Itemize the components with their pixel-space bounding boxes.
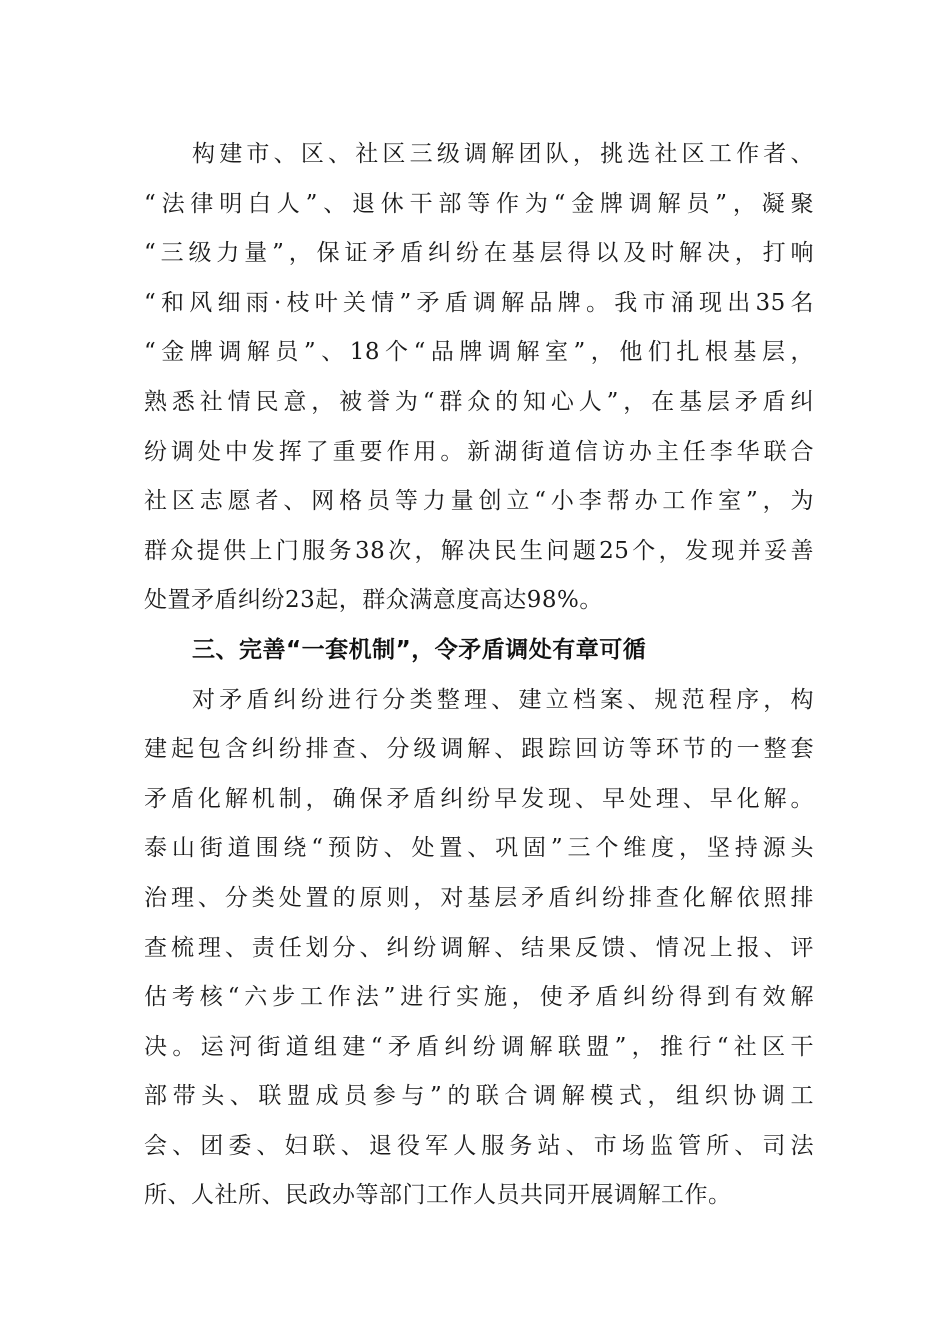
paragraph-1-line-3: “三级力量”，保证矛盾纠纷在基层得以及时解决，打响 [144,240,814,267]
paragraph-1-line-2: “法律明白人”、退休干部等作为“金牌调解员”，凝聚 [144,190,814,217]
paragraph-1-line-6: 熟悉社情民意，被誉为“群众的知心人”，在基层矛盾纠 [144,388,814,415]
paragraph-2-line-10: 会、团委、妇联、退役军人服务站、市场监管所、司法 [144,1132,814,1159]
paragraph-2-line-1: 对矛盾纠纷进行分类整理、建立档案、规范程序，构 [192,686,814,713]
paragraph-2-line-2: 建起包含纠纷排查、分级调解、跟踪回访等环节的一整套 [144,736,814,763]
paragraph-1-line-5: “金牌调解员”、18个“品牌调解室”，他们扎根基层， [144,339,814,366]
paragraph-2-line-4: 泰山街道围绕“预防、处置、巩固”三个维度，坚持源头 [144,835,814,862]
paragraph-2-line-9: 部带头、联盟成员参与”的联合调解模式，组织协调工 [144,1083,814,1110]
paragraph-1-line-1: 构建市、区、社区三级调解团队，挑选社区工作者、 [192,141,814,167]
section-heading-3: 三、完善“一套机制”，令矛盾调处有章可循 [192,636,647,663]
paragraph-2-line-7: 估考核“六步工作法”进行实施，使矛盾纠纷得到有效解 [144,984,814,1011]
paragraph-1-line-10: 处置矛盾纠纷23起，群众满意度高达98%。 [144,587,603,614]
paragraph-2-line-3: 矛盾化解机制，确保矛盾纠纷早发现、早处理、早化解。 [144,785,814,812]
paragraph-1-line-9: 群众提供上门服务38次，解决民生问题25个，发现并妥善 [144,537,814,564]
paragraph-1-line-4: “和风细雨·枝叶关情”矛盾调解品牌。我市涌现出35名 [144,289,814,316]
document-body [144,130,814,1221]
paragraph-2-line-6: 查梳理、责任划分、纠纷调解、结果反馈、情况上报、评 [144,934,814,961]
paragraph-2-line-8: 决。运河街道组建“矛盾纠纷调解联盟”，推行“社区干 [144,1033,814,1060]
paragraph-1-line-7: 纷调处中发挥了重要作用。新湖街道信访办主任李华联合 [144,438,814,465]
paragraph-2-line-5: 治理、分类处置的原则，对基层矛盾纠纷排查化解依照排 [144,884,814,911]
paragraph-2-line-11: 所、人社所、民政办等部门工作人员共同开展调解工作。 [144,1182,732,1209]
paragraph-1-line-8: 社区志愿者、网格员等力量创立“小李帮办工作室”，为 [144,488,814,515]
